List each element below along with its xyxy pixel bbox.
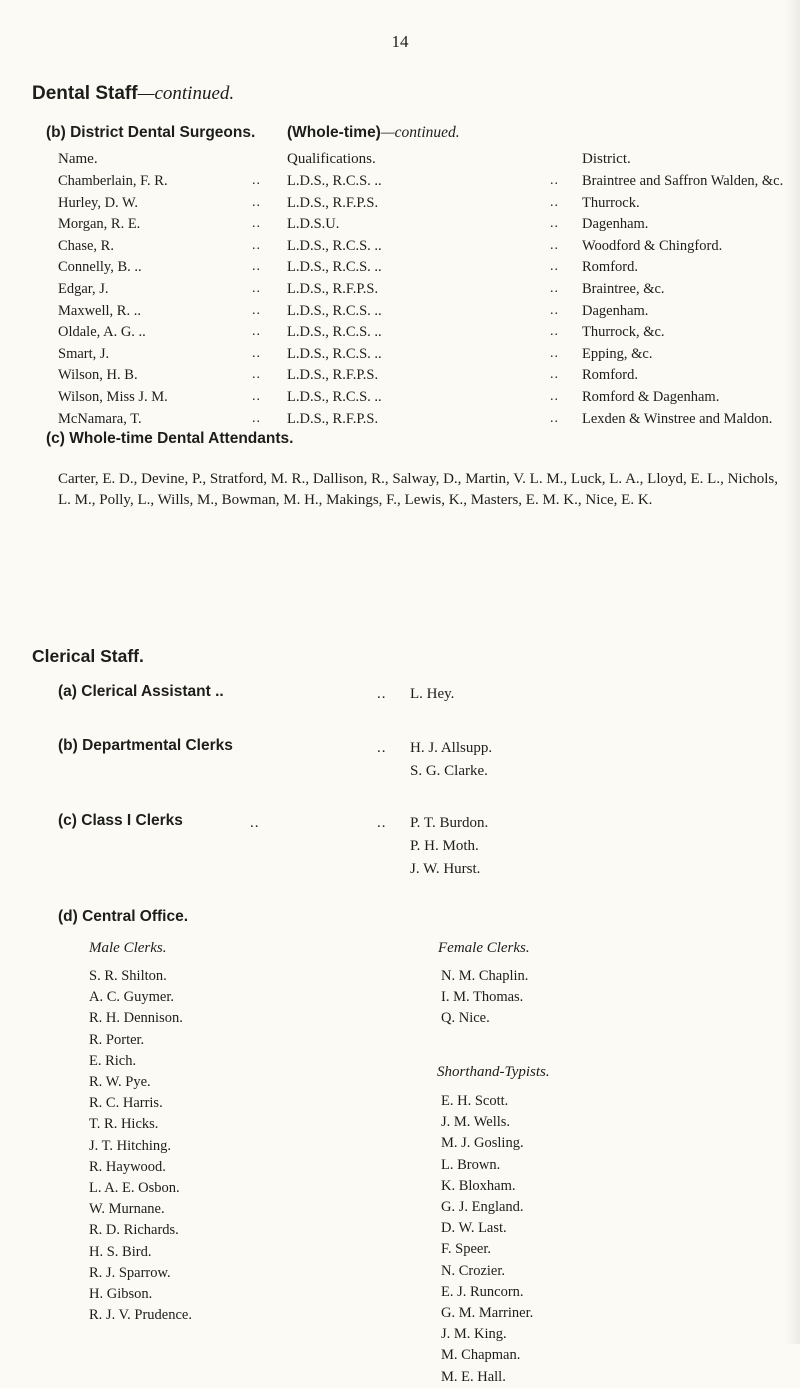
surgeons-title: (b) District Dental Surgeons.	[46, 124, 256, 141]
surgeon-qualifications: L.D.S., R.C.S. ..	[287, 173, 382, 189]
surgeon-name: Connelly, B. ..	[58, 259, 142, 276]
surgeon-qualifications: L.D.S.U.	[287, 216, 340, 233]
surgeon-name: Hurley, D. W.	[58, 194, 139, 211]
leader-dots: ..	[550, 389, 559, 404]
surgeon-district: Romford.	[582, 259, 638, 276]
clerical-assistant-label: (a) Clerical Assistant ..	[58, 683, 224, 700]
shorthand-typists-heading: Shorthand-Typists.	[437, 1064, 550, 1080]
surgeon-name: Oldale, A. G. ..	[58, 324, 146, 341]
male-clerk-name: R. J. Sparrow.	[89, 1264, 171, 1281]
col-header-district: District.	[582, 151, 631, 167]
female-clerks-list	[441, 966, 528, 1030]
leader-dots: ..	[377, 740, 387, 756]
leader-dots: ..	[550, 216, 559, 232]
dental-staff-heading	[32, 83, 234, 105]
typist-name: G. M. Marriner.	[441, 1305, 534, 1322]
class-i-clerk-name: P. H. Moth.	[410, 838, 479, 854]
surgeon-qualifications: L.D.S., R.C.S. ..	[287, 237, 382, 254]
surgeon-district: Thurrock, &c.	[582, 324, 665, 341]
page-number: 14	[391, 32, 409, 51]
leader-dots: ..	[377, 815, 387, 831]
leader-dots: ..	[550, 194, 559, 210]
shorthand-typists-list	[441, 1091, 533, 1388]
clerical-assistant-name: L. Hey.	[410, 686, 455, 702]
male-clerks-list	[89, 966, 192, 1326]
leader-dots: ..	[252, 259, 261, 275]
leader-dots: ..	[550, 410, 559, 426]
leader-dots: ..	[550, 259, 559, 275]
typist-name: E. H. Scott.	[441, 1093, 509, 1109]
leader-dots: ..	[250, 815, 260, 831]
surgeon-district: Dagenham.	[582, 216, 649, 233]
male-clerk-name: R. H. Dennison.	[89, 1010, 183, 1027]
attendants-list: Carter, E. D., Devine, P., Stratford, M. R., Dallison, R., Salway, D., Martin, V. L. M., Luck, L. A., Lloyd, E. L., Nichols, L. M., Polly, L., Wills, M., Bowman, M. H., Makings, F., Lewis, K., Masters, E. M. K., Nice, E. K.	[58, 471, 778, 508]
surgeons-continued: —continued.	[380, 124, 460, 141]
surgeons-title-suffix: (Whole-time)	[287, 124, 381, 141]
leader-dots: ..	[550, 324, 559, 340]
female-clerk-name: I. M. Thomas.	[441, 989, 524, 1006]
male-clerks-heading: Male Clerks.	[89, 940, 167, 956]
surgeon-district: Dagenham.	[582, 302, 649, 319]
typist-name: G. J. England.	[441, 1199, 524, 1216]
attendants-heading: (c) Whole-time Dental Attendants.	[46, 430, 294, 447]
surgeon-name: Chase, R.	[58, 237, 114, 254]
leader-dots: ..	[252, 237, 261, 253]
surgeon-name: Smart, J.	[58, 345, 110, 362]
leader-dots: ..	[252, 173, 261, 188]
surgeon-name: Morgan, R. E.	[58, 216, 141, 233]
surgeon-name: Wilson, Miss J. M.	[58, 389, 168, 405]
surgeon-district: Thurrock.	[582, 194, 640, 211]
leader-dots: ..	[252, 367, 261, 383]
class-i-clerk-name: P. T. Burdon.	[410, 815, 489, 831]
surgeon-name: Edgar, J.	[58, 281, 109, 297]
surgeon-district: Lexden & Winstree and Maldon.	[582, 410, 773, 427]
surgeon-name: Wilson, H. B.	[58, 367, 138, 384]
male-clerk-name: R. W. Pye.	[89, 1074, 151, 1091]
surgeon-name: Chamberlain, F. R.	[58, 173, 168, 189]
typist-name: J. M. Wells.	[441, 1114, 511, 1131]
female-clerk-name: Q. Nice.	[441, 1010, 490, 1027]
leader-dots: ..	[377, 686, 387, 702]
surgeon-qualifications: L.D.S., R.C.S. ..	[287, 345, 382, 362]
leader-dots: ..	[252, 389, 261, 404]
male-clerk-name: W. Murnane.	[89, 1201, 165, 1218]
male-clerk-name: R. C. Harris.	[89, 1095, 163, 1112]
female-clerks-heading: Female Clerks.	[438, 940, 530, 956]
leader-dots: ..	[550, 345, 559, 361]
leader-dots: ..	[550, 302, 559, 318]
clerical-staff-heading: Clerical Staff.	[32, 646, 144, 666]
leader-dots: ..	[252, 302, 261, 318]
surgeon-name: Maxwell, R. ..	[58, 302, 141, 319]
departmental-clerk-name: S. G. Clarke.	[410, 763, 488, 779]
surgeon-district: Romford.	[582, 367, 638, 384]
leader-dots: ..	[252, 194, 261, 210]
leader-dots: ..	[550, 281, 559, 296]
male-clerk-name: R. J. V. Prudence.	[89, 1307, 192, 1324]
col-header-name: Name.	[58, 151, 98, 167]
male-clerk-name: R. Haywood.	[89, 1158, 166, 1175]
typist-name: F. Speer.	[441, 1241, 491, 1258]
departmental-clerks-label: (b) Departmental Clerks	[58, 737, 233, 754]
male-clerk-name: L. A. E. Osbon.	[89, 1180, 180, 1197]
surgeon-qualifications: L.D.S., R.C.S. ..	[287, 389, 382, 405]
typist-name: L. Brown.	[441, 1156, 501, 1173]
typist-name: M. E. Hall.	[441, 1368, 506, 1385]
typist-name: M. Chapman.	[441, 1347, 521, 1364]
departmental-clerk-name: H. J. Allsupp.	[410, 740, 493, 756]
male-clerk-name: T. R. Hicks.	[89, 1116, 159, 1133]
page-edge-shadow	[786, 0, 800, 1344]
leader-dots: ..	[252, 281, 261, 296]
surgeon-district: Braintree and Saffron Walden, &c.	[582, 173, 784, 189]
female-clerk-name: N. M. Chaplin.	[441, 968, 529, 984]
leader-dots: ..	[550, 173, 559, 188]
class-i-clerks-label: (c) Class I Clerks	[58, 812, 183, 829]
typist-name: M. J. Gosling.	[441, 1135, 524, 1152]
central-office-heading: (d) Central Office.	[58, 908, 189, 925]
leader-dots: ..	[550, 367, 559, 383]
typist-name: E. J. Runcorn.	[441, 1283, 524, 1300]
male-clerk-name: S. R. Shilton.	[89, 968, 167, 984]
surgeon-qualifications: L.D.S., R.F.P.S.	[287, 194, 379, 211]
surgeon-qualifications: L.D.S., R.F.P.S.	[287, 281, 379, 297]
dental-staff-title: Dental Staff	[32, 83, 138, 104]
male-clerk-name: R. Porter.	[89, 1031, 145, 1048]
typist-name: K. Bloxham.	[441, 1177, 516, 1194]
typist-name: J. M. King.	[441, 1326, 507, 1343]
surgeon-qualifications: L.D.S., R.F.P.S.	[287, 410, 379, 427]
surgeon-qualifications: L.D.S., R.C.S. ..	[287, 302, 382, 319]
leader-dots: ..	[252, 410, 261, 426]
male-clerk-name: R. D. Richards.	[89, 1222, 179, 1239]
class-i-clerk-name: J. W. Hurst.	[410, 861, 481, 877]
surgeon-district: Braintree, &c.	[582, 281, 665, 297]
surgeon-qualifications: L.D.S., R.F.P.S.	[287, 367, 379, 384]
leader-dots: ..	[550, 237, 559, 253]
surgeons-heading-suffix	[287, 124, 460, 142]
surgeon-name: McNamara, T.	[58, 410, 142, 427]
male-clerk-name: E. Rich.	[89, 1052, 137, 1069]
surgeon-district: Woodford & Chingford.	[582, 237, 723, 254]
surgeon-district: Romford & Dagenham.	[582, 389, 720, 405]
dental-staff-continued: —continued.	[137, 83, 235, 104]
surgeon-qualifications: L.D.S., R.C.S. ..	[287, 324, 382, 341]
typist-name: D. W. Last.	[441, 1220, 507, 1237]
leader-dots: ..	[252, 345, 261, 361]
surgeon-district: Epping, &c.	[582, 345, 653, 362]
male-clerk-name: H. Gibson.	[89, 1286, 153, 1303]
male-clerk-name: A. C. Guymer.	[89, 989, 174, 1006]
male-clerk-name: J. T. Hitching.	[89, 1137, 172, 1154]
leader-dots: ..	[252, 324, 261, 340]
male-clerk-name: H. S. Bird.	[89, 1243, 152, 1260]
typist-name: N. Crozier.	[441, 1262, 506, 1279]
surgeons-heading	[46, 124, 255, 142]
leader-dots: ..	[252, 216, 261, 232]
col-header-qualifications: Qualifications.	[287, 151, 376, 167]
surgeon-qualifications: L.D.S., R.C.S. ..	[287, 259, 382, 276]
